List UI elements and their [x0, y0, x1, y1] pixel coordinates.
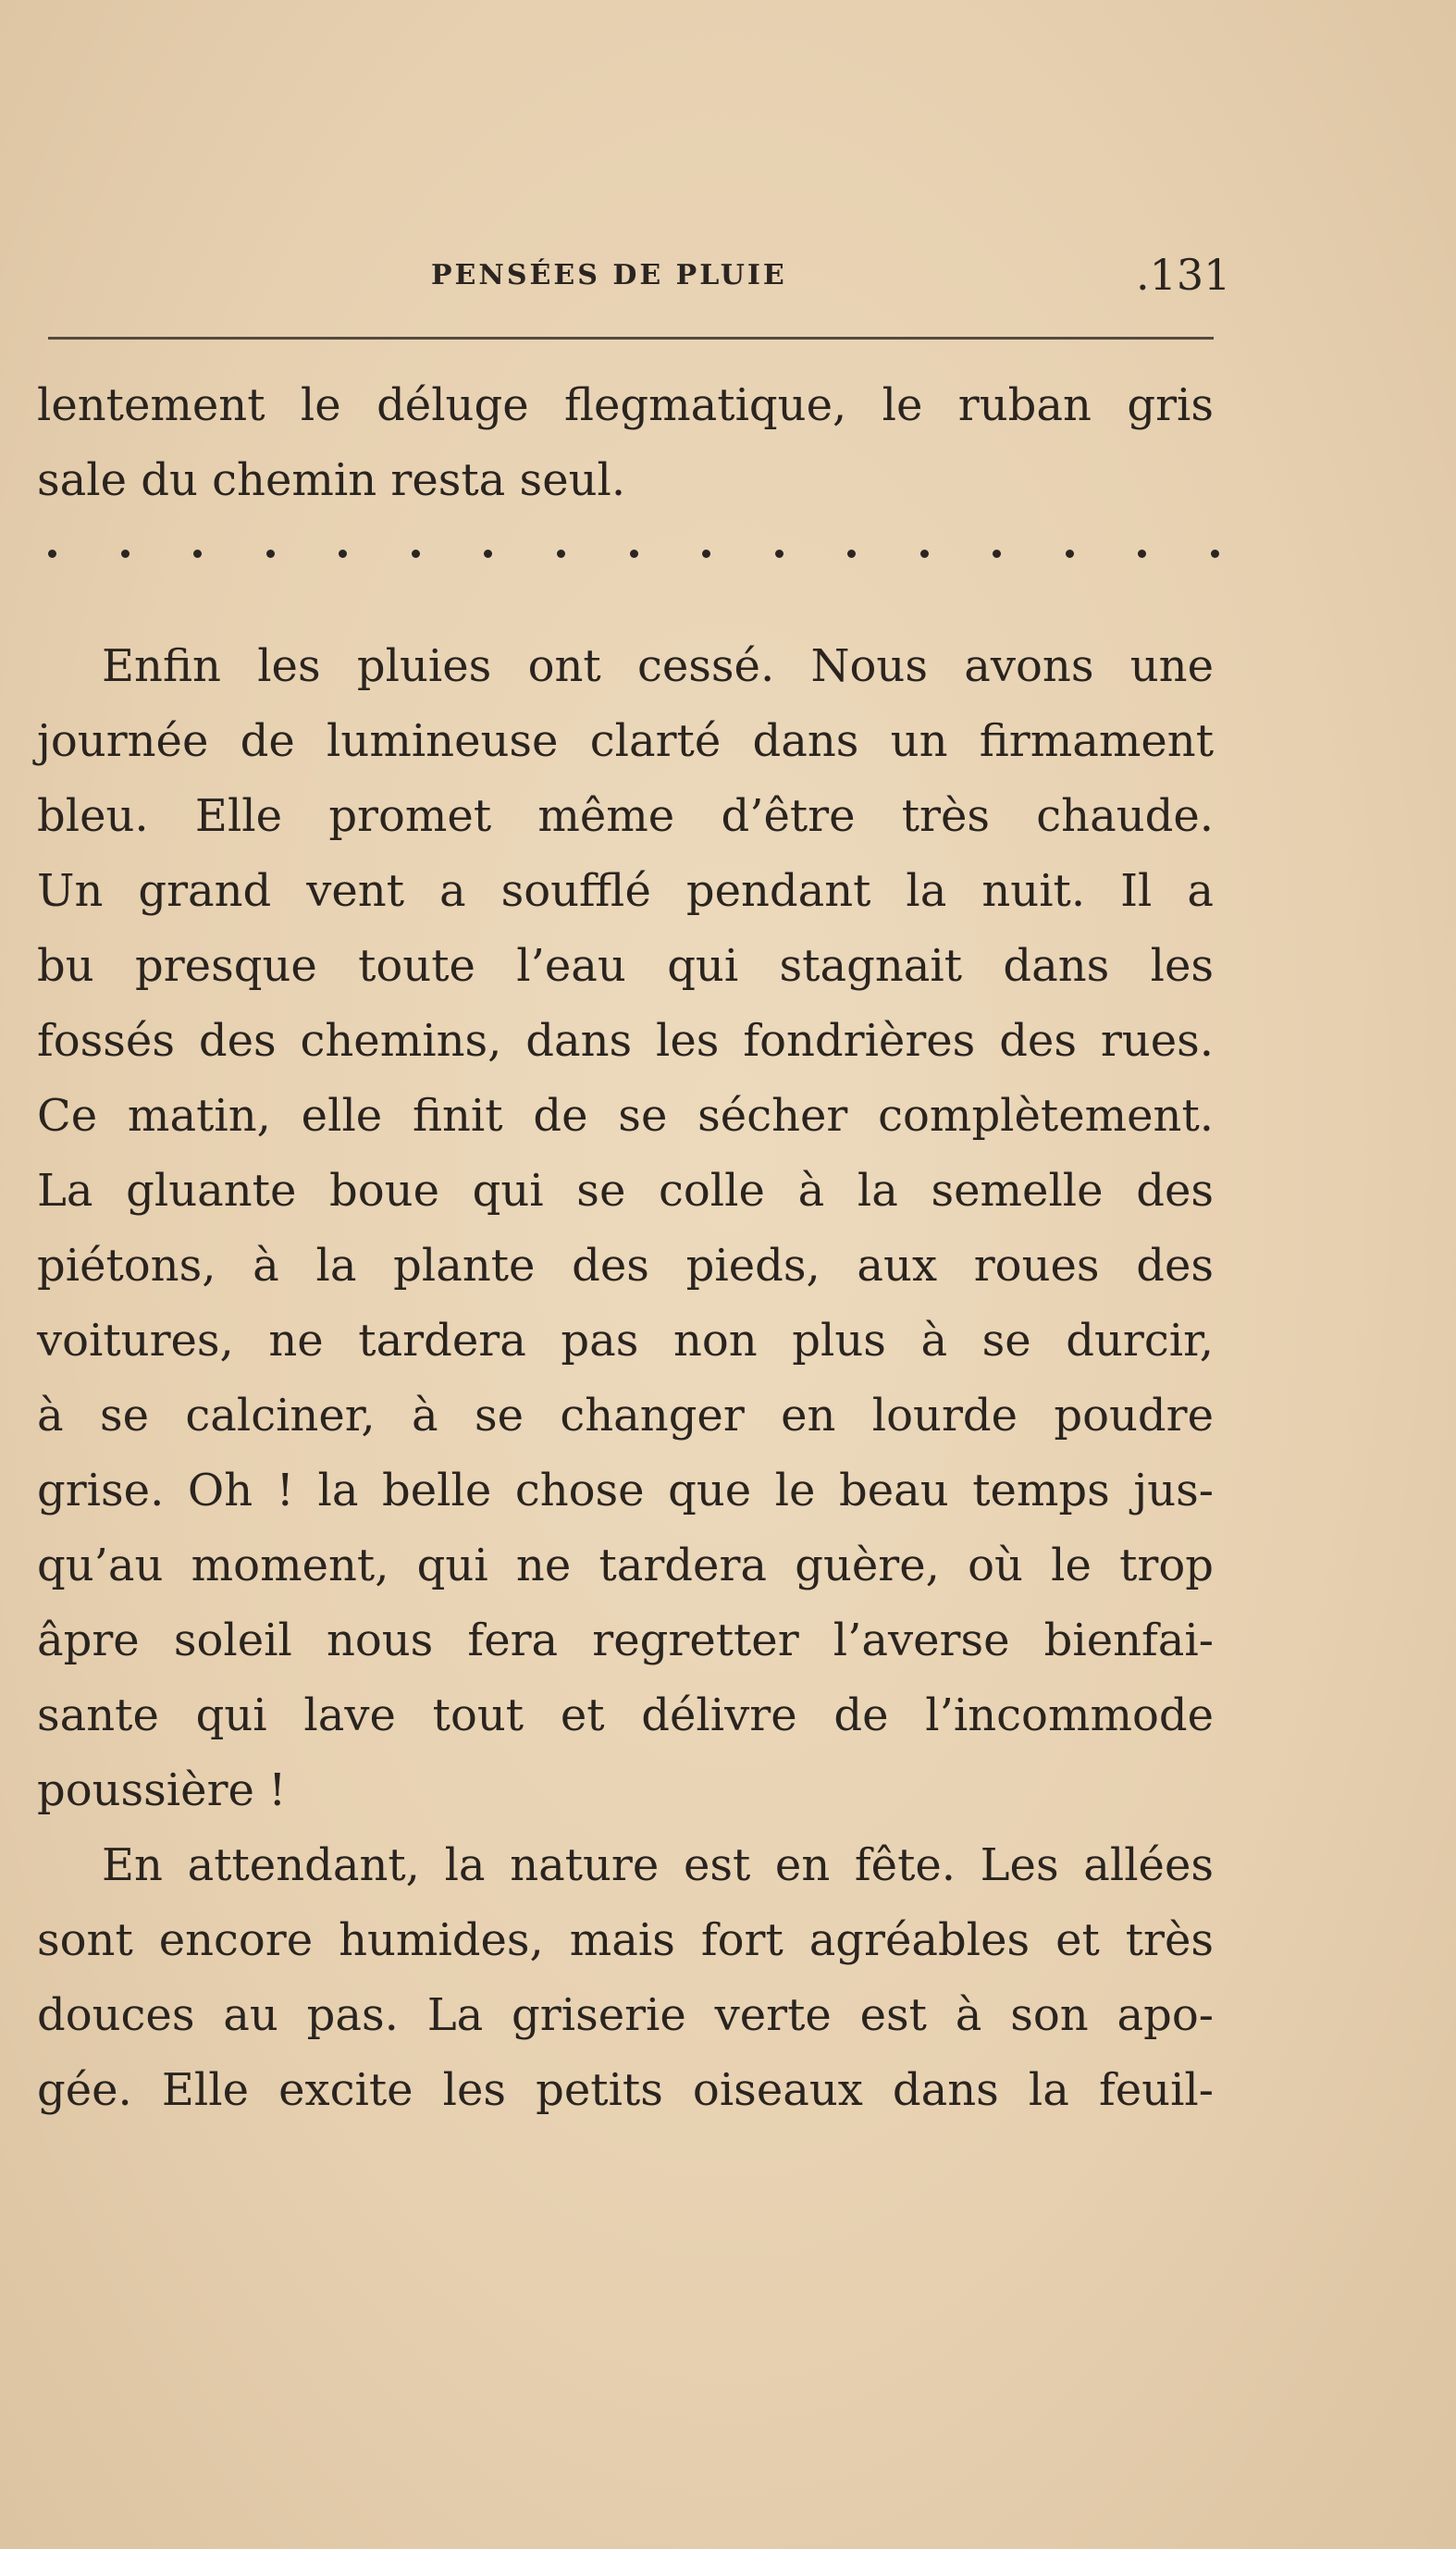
chapter-title: PENSÉES DE PLUIE	[431, 259, 787, 291]
separator-dot	[557, 550, 565, 558]
separator-dot	[702, 550, 710, 558]
separator-dot	[193, 550, 202, 558]
text-line: fossés des chemins, dans les fondrières des rues.	[37, 1015, 1214, 1067]
text-line: à se calciner, à se changer en lourde poudre	[37, 1390, 1214, 1442]
separator-dot	[1138, 550, 1146, 558]
text-line: poussière !	[37, 1764, 287, 1816]
header-rule	[48, 337, 1214, 340]
paragraph-2	[37, 1828, 1214, 2128]
separator-dot	[775, 550, 784, 558]
text-line: En attendant, la nature est en fête. Les allées	[102, 1839, 1214, 1891]
separator-dot	[339, 550, 347, 558]
text-line: journée de lumineuse clarté dans un firmament	[37, 715, 1214, 767]
separator-dot	[48, 550, 56, 558]
text-line: qu’au moment, qui ne tardera guère, où le trop	[37, 1540, 1214, 1591]
text-line: Enfin les pluies ont cessé. Nous avons une	[102, 640, 1214, 692]
separator-dot	[1066, 550, 1074, 558]
text-line: grise. Oh ! la belle chose que le beau temps jus-	[37, 1465, 1214, 1516]
separator-dot	[630, 550, 638, 558]
separator-dots	[48, 550, 1219, 558]
section-separator	[37, 518, 1214, 629]
text-line: âpre soleil nous fera regretter l’averse bienfai-	[37, 1615, 1214, 1666]
running-head	[0, 250, 1456, 305]
text-line: piétons, à la plante des pieds, aux roues des	[37, 1240, 1214, 1292]
separator-dot	[847, 550, 856, 558]
text-line: gée. Elle excite les petits oiseaux dans la feuil-	[37, 2064, 1214, 2116]
separator-dot	[484, 550, 492, 558]
text-line: voitures, ne tardera pas non plus à se durcir,	[37, 1315, 1214, 1367]
text-line: douces au pas. La griserie verte est à son apo-	[37, 1989, 1214, 2041]
text-line: sante qui lave tout et délivre de l’incommode	[37, 1689, 1214, 1741]
paragraph-1	[37, 629, 1214, 1828]
separator-dot	[1211, 550, 1219, 558]
separator-dot	[920, 550, 929, 558]
separator-dot	[266, 550, 275, 558]
text-line: bu presque toute l’eau qui stagnait dans les	[37, 940, 1214, 992]
text-line: sale du chemin resta seul.	[37, 454, 626, 506]
separator-dot	[121, 550, 130, 558]
page-number: .131	[1136, 250, 1231, 300]
separator-dot	[993, 550, 1001, 558]
text-line: bleu. Elle promet même d’être très chaude.	[37, 790, 1214, 842]
text-line: La gluante boue qui se colle à la semelle des	[37, 1165, 1214, 1217]
body-text	[37, 368, 1214, 2128]
text-line: sont encore humides, mais fort agréables et très	[37, 1914, 1214, 1966]
text-line: Ce matin, elle finit de se sécher complètement.	[37, 1090, 1214, 1142]
text-line: Un grand vent a soufflé pendant la nuit. Il a	[37, 865, 1214, 917]
text-line: lentement le déluge flegmatique, le ruban gris	[37, 379, 1214, 431]
separator-dot	[412, 550, 420, 558]
